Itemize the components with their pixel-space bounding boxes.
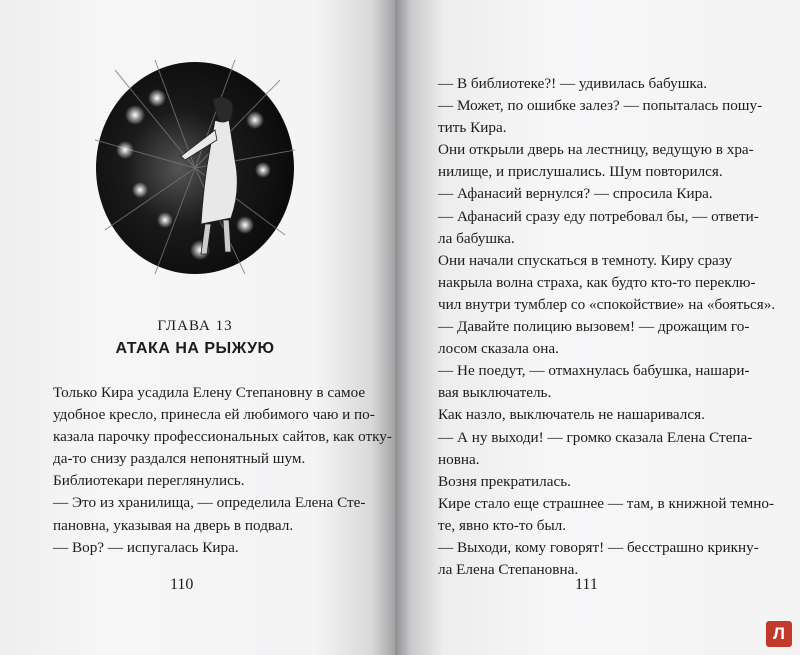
text-line: новна. <box>438 450 480 468</box>
right-page-text <box>438 73 783 581</box>
text-line: да-то снизу раздался непонятный шум. <box>53 450 306 468</box>
text-line: накрыла волна страха, как будто кто-то переклю- <box>438 273 756 291</box>
text-line: удобное кресло, принесла ей любимого чаю и по- <box>53 406 375 424</box>
chapter-number: ГЛАВА 13 <box>157 318 233 334</box>
girl-in-dark-library-illustration-icon <box>95 60 295 275</box>
left-page <box>0 0 395 655</box>
text-line: Они открыли дверь на лестницу, ведущую в хра- <box>438 141 754 159</box>
text-line: нилище, и прислушались. Шум повторился. <box>438 163 723 181</box>
text-line: Возня прекратилась. <box>438 472 571 490</box>
chapter-title: АТАКА НА РЫЖУЮ <box>115 340 275 357</box>
text-line: чил внутри тумблер со «спокойствие» на «бояться». <box>438 295 776 313</box>
text-line: пановна, указывая на дверь в подвал. <box>53 516 294 534</box>
text-line: Кире стало еще страшнее — там, в книжной темно- <box>438 494 775 512</box>
text-line: — Давайте полицию вызовем! — дрожащим го- <box>438 318 750 336</box>
text-line: — Это из хранилища, — определила Елена Сте- <box>53 494 366 512</box>
text-line: тить Кира. <box>438 119 507 137</box>
text-line: Как назло, выключатель не нашаривался. <box>438 406 705 424</box>
text-line: — Не поедут, — отмахнулась бабушка, нашари- <box>438 362 750 380</box>
text-line: казала парочку профессиональных сайтов, как отку- <box>53 428 392 446</box>
text-line: — Афанасий вернулся? — спросила Кира. <box>438 185 713 203</box>
publisher-logo-icon: Л <box>766 621 792 647</box>
text-line: — Может, по ошибке залез? — попыталась пошу- <box>438 97 763 115</box>
text-line: — Вор? — испугалась Кира. <box>53 538 239 556</box>
text-line: — А ну выходи! — громко сказала Елена Степа- <box>438 428 753 446</box>
text-line: лосом сказала она. <box>438 340 559 358</box>
text-line: — Выходи, кому говорят! — бесстрашно крикну- <box>438 538 759 556</box>
text-line: — Афанасий сразу еду потребовал бы, — ответи- <box>438 207 759 225</box>
text-line: те, явно кто-то был. <box>438 516 567 534</box>
text-line: — В библиотеке?! — удивилась бабушка. <box>438 75 708 92</box>
right-page <box>395 0 800 655</box>
right-page-number: 111 <box>575 576 598 593</box>
left-page-number: 110 <box>170 576 194 593</box>
text-line: вая выключатель. <box>438 384 552 402</box>
text-line: Только Кира усадила Елену Степановну в самое <box>53 384 366 401</box>
left-page-text <box>53 382 392 559</box>
text-line: Библиотекари переглянулись. <box>53 472 245 490</box>
text-line: ла бабушка. <box>438 229 515 247</box>
text-line: Они начали спускаться в темноту. Киру сразу <box>438 251 733 269</box>
text-line: ла Елена Степановна. <box>438 561 579 579</box>
